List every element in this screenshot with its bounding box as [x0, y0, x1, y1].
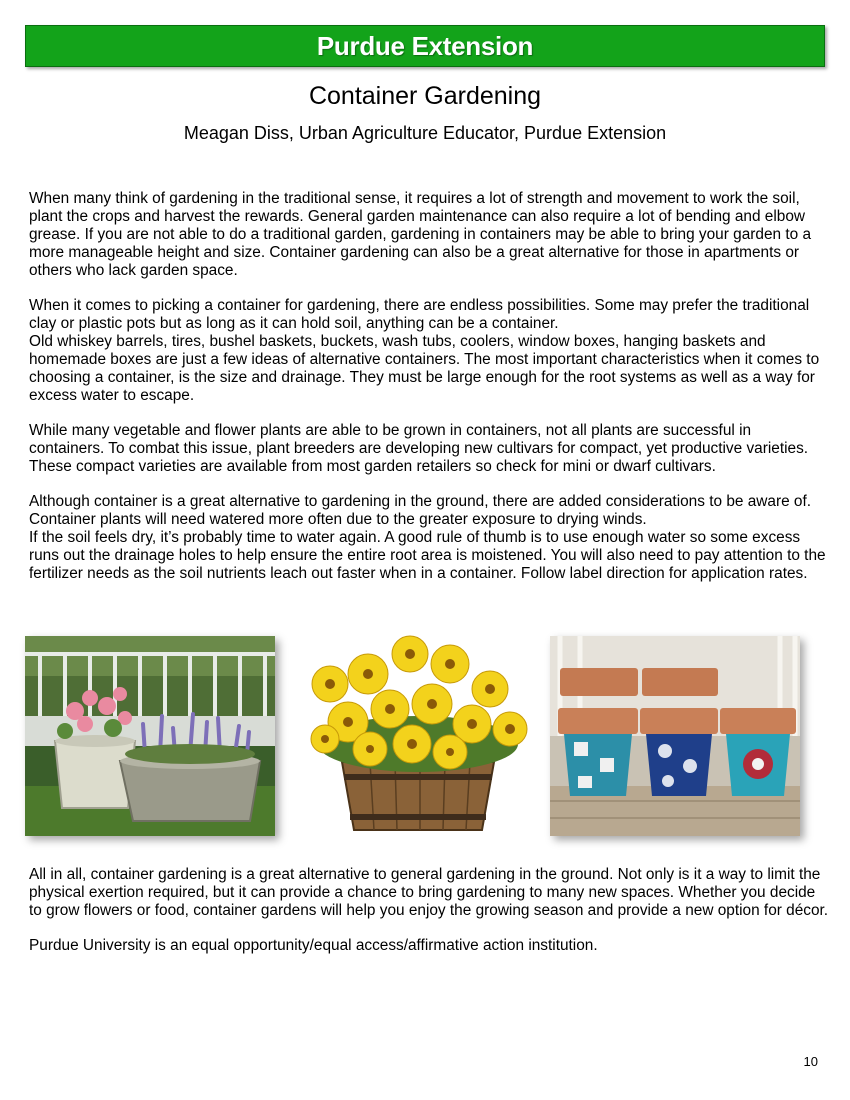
terracotta-pots-photo — [550, 636, 800, 836]
paragraph-choosing-container — [29, 297, 829, 405]
equal-opportunity-statement: Purdue University is an equal opportunity/equal access/affirmative action institution. — [29, 937, 598, 954]
paragraph-considerations — [29, 493, 829, 583]
paragraph-cultivars: While many vegetable and flower plants are able to be grown in containers, not all plants are successful in containers. To combat this issue, plant breeders are developing new cultivars for compact, yet productive varieties. These compact varieties are available from most garden retailers so check for mini or dwarf cultivars. — [29, 422, 809, 475]
paragraph-intro: When many think of gardening in the traditional sense, it requires a lot of strength and movement to work the soil, plant the crops and harvest the rewards. General garden maintenance can also require a lot of bending and elbow grease. If you are not able to do a traditional garden, gardening in containers may be able to bring your garden to a more manageable height and size. Container gardening can also be a great alternative for those in apartments or others who lack garden space. — [29, 190, 812, 279]
paragraph-choosing-container-a: When it comes to picking a container for gardening, there are endless possibilities. Some may prefer the traditional clay or plastic pots but as long as it can hold soil, anything can be a container. — [29, 297, 810, 332]
barrel-flowers-photo — [300, 634, 536, 840]
author-line: Meagan Diss, Urban Agriculture Educator, Purdue Extension — [183, 123, 667, 143]
paragraph-considerations-b: If the soil feels dry, it’s probably time to water again. A good rule of thumb is to use enough water so some excess runs out the drainage holes to help ensure the entire root area is moistened. You will also need to pay attention to the fertilizer needs as the soil nutrients leach out faster when in a container. Follow label direction for application rates. — [29, 529, 826, 582]
metal-tubs-photo — [25, 636, 275, 836]
paragraph-considerations-a: Although container is a great alternative to gardening in the ground, there are added considerations to be aware of. Container plants will need watered more often due to the greater exposure to drying winds. — [29, 493, 812, 528]
banner-label: Purdue Extension — [316, 30, 534, 61]
article-body — [29, 190, 829, 600]
page-title: Container Gardening — [308, 82, 542, 110]
purdue-extension-banner — [25, 25, 825, 67]
closing-section — [29, 866, 829, 972]
paragraph-conclusion: All in all, container gardening is a great alternative to general gardening in the ground. Not only is it a way to limit the physical exertion required, but it can provide a chance to bring gardening to many new spaces. Whether you decide to grow flowers or food, container gardens will help you enjoy the growing season and provide a new option for décor. — [29, 866, 829, 919]
paragraph-choosing-container-b: Old whiskey barrels, tires, bushel baskets, buckets, wash tubs, coolers, window boxes, hanging baskets and homemade boxes are just a few ideas of alternative containers. The most important characteristics when it comes to choosing a container, is the size and drainage. They must be large enough for the root systems as well as a way for excess water to escape. — [29, 333, 820, 404]
page-number: 10 — [803, 1054, 818, 1069]
